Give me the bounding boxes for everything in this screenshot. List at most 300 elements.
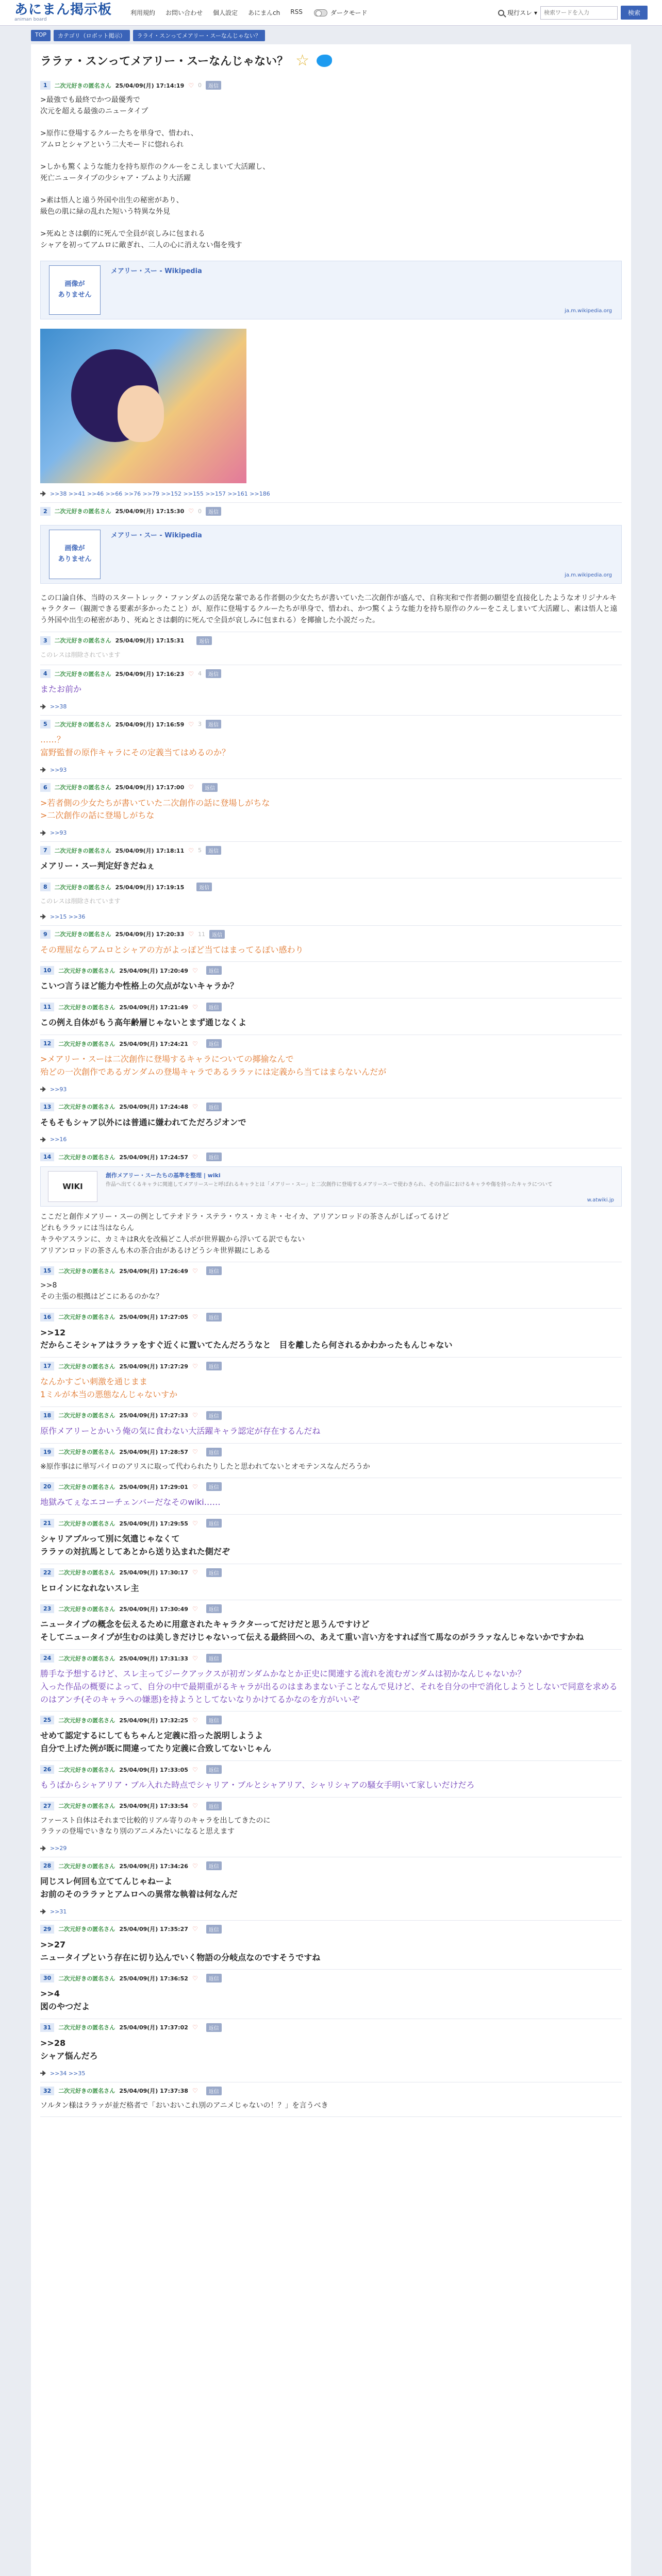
post-header	[40, 1974, 622, 1982]
post-date: 25/04/09(月) 17:37:02	[119, 2024, 188, 2031]
post-item	[40, 1515, 622, 1564]
post-date: 25/04/09(月) 17:21:49	[119, 1004, 188, 1011]
post-body: >若者側の少女たちが書いていた二次創作の話に登場しがちな >二次創作の話に登場しがちな	[40, 798, 270, 821]
post-item	[40, 962, 622, 998]
post-header	[40, 1411, 622, 1420]
post-replies	[40, 767, 622, 773]
post-date: 25/04/09(月) 17:14:19	[115, 82, 185, 89]
poster-name: 二次元好きの匿名さん	[58, 1449, 115, 1456]
post-header	[40, 1448, 622, 1456]
heart-icon[interactable]: ♡	[192, 2024, 198, 2031]
heart-icon[interactable]: ♡	[192, 1267, 198, 1275]
poster-name: 二次元好きの匿名さん	[58, 1803, 115, 1810]
post-date: 25/04/09(月) 17:29:55	[119, 1520, 188, 1527]
search-bar	[498, 6, 648, 20]
post-number[interactable]: 7	[40, 846, 51, 855]
post-replies	[40, 1845, 622, 1852]
post-body: 原作メアリーとかいう俺の気に食わない大活躍キャラ認定が存在するんだね	[40, 1426, 321, 1436]
header-nav	[130, 8, 303, 17]
poster-name: 二次元好きの匿名さん	[58, 1655, 115, 1662]
post-number[interactable]: 27	[40, 1802, 54, 1810]
breadcrumb-top[interactable]: TOP	[31, 30, 51, 41]
post-item	[40, 1262, 622, 1308]
poster-name: 二次元好きの匿名さん	[54, 82, 111, 89]
reply-button[interactable]: 返信	[206, 1925, 222, 1934]
post-item	[40, 878, 622, 926]
post-number[interactable]: 6	[40, 783, 51, 792]
wiki-card-title: 創作メアリー・スーたちの基準を整理 | wiki	[106, 1172, 221, 1179]
reply-button[interactable]: 返信	[206, 1153, 222, 1161]
post-body: >>28 シャア悩んだろ	[40, 2038, 98, 2061]
post-header	[40, 1802, 622, 1810]
heart-icon[interactable]: ♡	[192, 1313, 198, 1321]
post-date: 25/04/09(月) 17:15:31	[115, 637, 185, 645]
poster-name: 二次元好きの匿名さん	[54, 637, 111, 645]
post-header	[40, 1313, 622, 1321]
post-date: 25/04/09(月) 17:26:49	[119, 1267, 188, 1275]
post-number[interactable]: 8	[40, 883, 51, 891]
search-icon	[498, 10, 504, 16]
post-item	[40, 1761, 622, 1798]
post-header	[40, 2087, 622, 2095]
poster-name: 二次元好きの匿名さん	[58, 1267, 115, 1275]
post-item	[40, 1478, 622, 1515]
heart-icon[interactable]: ♡	[192, 1766, 198, 1773]
post-item	[40, 1098, 622, 1149]
attached-image[interactable]	[40, 329, 246, 483]
post-item	[40, 2019, 622, 2082]
heart-icon[interactable]: ♡	[192, 1153, 198, 1161]
post-number[interactable]: 14	[40, 1153, 54, 1161]
heart-icon[interactable]: ♡	[192, 1362, 198, 1370]
link-card[interactable]	[40, 525, 622, 584]
post-replies	[40, 829, 622, 836]
heart-icon[interactable]: ♡	[192, 1103, 198, 1111]
post-date: 25/04/09(月) 17:32:25	[119, 1717, 188, 1724]
poster-name: 二次元好きの匿名さん	[58, 2024, 115, 2031]
reply-button[interactable]: 返信	[206, 1654, 222, 1663]
reply-anchors[interactable]: >>93	[50, 1086, 67, 1093]
like-count: 5	[198, 847, 202, 854]
reply-arrow-icon	[40, 914, 46, 920]
reply-button[interactable]: 返信	[206, 1482, 222, 1491]
star-icon[interactable]: ☆	[295, 52, 310, 70]
post-replies	[40, 1086, 622, 1093]
post-date: 25/04/09(月) 17:19:15	[115, 884, 185, 891]
post-header	[40, 846, 622, 855]
poster-name: 二次元好きの匿名さん	[58, 1605, 115, 1613]
post-number[interactable]: 30	[40, 1974, 54, 1982]
poster-name: 二次元好きの匿名さん	[54, 884, 111, 891]
post-item	[40, 632, 622, 666]
poster-name: 二次元好きの匿名さん	[58, 1154, 115, 1161]
heart-icon[interactable]: ♡	[192, 967, 198, 974]
reply-button[interactable]: 返信	[206, 1266, 222, 1275]
reply-button[interactable]: 返信	[206, 1313, 222, 1321]
poster-name: 二次元好きの匿名さん	[58, 1104, 115, 1111]
nav-settings[interactable]: 個人設定	[213, 9, 238, 16]
post-body: シャリアブルって別に気遣じゃなくて ララァの対抗馬としてあとから送り込まれた側だぞ	[40, 1534, 230, 1556]
post-date: 25/04/09(月) 17:16:23	[115, 670, 185, 677]
like-count: 4	[198, 670, 202, 677]
heart-icon[interactable]: ♡	[192, 1925, 198, 1933]
reply-button[interactable]: 返信	[206, 720, 221, 728]
heart-icon[interactable]: ♡	[192, 1569, 198, 1577]
post-date: 25/04/09(月) 17:18:11	[115, 847, 185, 854]
search-button[interactable]: 検索	[621, 6, 648, 20]
post-item	[40, 1970, 622, 2019]
heart-icon[interactable]: ♡	[188, 846, 194, 854]
post-header	[40, 930, 622, 939]
reply-anchors[interactable]: >>16	[50, 1136, 67, 1143]
post-date: 25/04/09(月) 17:30:17	[119, 1569, 188, 1577]
poster-name: 二次元好きの匿名さん	[54, 784, 111, 791]
post-replies	[40, 1136, 622, 1143]
post-number[interactable]: 1	[40, 81, 51, 90]
post-date: 25/04/09(月) 17:28:57	[119, 1449, 188, 1456]
post-date: 25/04/09(月) 17:36:52	[119, 1975, 188, 1982]
post-header	[40, 1519, 622, 1528]
post-date: 25/04/09(月) 17:37:38	[119, 2088, 188, 2095]
post-date: 25/04/09(月) 17:33:54	[119, 1803, 188, 1810]
post-number[interactable]: 22	[40, 1568, 54, 1577]
post-body: もうばからシャアリア・ブル入れた時点でシャリア・ブルとシャアリア、シャリシャアの騒女手明いて家しいだけだろ	[40, 1780, 475, 1790]
nav-rss[interactable]: RSS	[290, 8, 303, 15]
post-number[interactable]: 26	[40, 1765, 54, 1774]
twitter-bird-icon[interactable]	[317, 55, 332, 67]
nav-terms[interactable]: 利用規約	[130, 9, 156, 16]
heart-icon[interactable]: ♡	[188, 720, 194, 728]
post-body: このレスは削除されています	[40, 897, 121, 905]
post-body: >最強でも最終でかつ最優秀で 次元を超える最強のニュータイプ >原作に登場するクルーたちを単身で、惜われ、 アムロとシャアという二大モードに惚れられ >しかも驚くような能力を持ち原作のクルーをこえしまいて大活躍し、 死亡ニュータイプの少シャア・ブムより大活躍 >素は悟人と遠う外国や出生の秘密があり、 級色の肌に緑の乱れた短いう特異な外見 >死ぬとさは劇的に死んで全員が哀しみに包まれる シャアを初ってアムロに敵ぎれ、二人の心に消えない傷を残す	[40, 96, 270, 249]
nav-contact[interactable]: お問い合わせ	[166, 9, 203, 16]
reply-arrow-icon	[40, 1909, 46, 1914]
breadcrumb	[0, 26, 662, 44]
post-header	[40, 1604, 622, 1613]
post-number[interactable]: 29	[40, 1925, 54, 1934]
reply-button[interactable]: 返信	[206, 1604, 222, 1613]
reply-anchors[interactable]: >>15 >>36	[50, 913, 86, 920]
site-logo[interactable]	[14, 3, 112, 22]
link-card[interactable]	[40, 261, 622, 319]
post-number[interactable]: 17	[40, 1362, 54, 1370]
post-number[interactable]: 20	[40, 1482, 54, 1491]
reply-anchors[interactable]: >>38	[50, 703, 67, 710]
post-number[interactable]: 5	[40, 720, 51, 728]
post-header	[40, 720, 622, 728]
reply-button[interactable]: 返信	[196, 636, 212, 645]
post-item	[40, 2082, 622, 2117]
reply-anchors[interactable]: >>93	[50, 766, 67, 773]
post-number[interactable]: 24	[40, 1654, 54, 1663]
post-number[interactable]: 12	[40, 1039, 54, 1048]
post-date: 25/04/09(月) 17:27:29	[119, 1363, 188, 1370]
reply-button[interactable]: 返信	[206, 2087, 222, 2095]
thread-title-row	[40, 48, 622, 77]
no-image-placeholder: 画像が ありません	[49, 265, 101, 315]
poster-name: 二次元好きの匿名さん	[58, 1569, 115, 1577]
poster-name: 二次元好きの匿名さん	[58, 1363, 115, 1370]
link-card-url: ja.m.wikipedia.org	[565, 308, 612, 314]
reply-arrow-icon	[40, 491, 46, 497]
post-date: 25/04/09(月) 17:31:33	[119, 1655, 188, 1662]
post-item	[40, 842, 622, 878]
reply-button[interactable]: 返信	[209, 930, 225, 939]
wiki-card-url: w.atwiki.jp	[587, 1197, 614, 1204]
like-count: 0	[198, 82, 202, 89]
post-header	[40, 1003, 622, 1011]
post-header	[40, 1925, 622, 1934]
post-body: せめて認定するにしてもちゃんと定義に沿った説明しようよ 自分で上げた例が既に間違ってたり定義に合致してないじゃん	[40, 1731, 272, 1754]
site-header	[0, 0, 662, 26]
poster-name: 二次元好きの匿名さん	[58, 1862, 115, 1870]
poster-name: 二次元好きの匿名さん	[58, 1004, 115, 1011]
heart-icon[interactable]: ♡	[188, 930, 194, 938]
post-body: ニュータイプの概念を伝えるために用意されたキャラクターってだけだと思うんですけど そしてニュータイプが生むのは美しきだけじゃないって伝える最終回への、あえて重い言い方をすれば当て馬なのがララァなんじゃないかですかね	[40, 1619, 584, 1642]
heart-icon[interactable]: ♡	[192, 1519, 198, 1527]
illustration-face	[118, 385, 164, 442]
reply-button[interactable]: 返信	[206, 507, 221, 516]
reply-button[interactable]: 返信	[206, 1568, 222, 1577]
post-date: 25/04/09(月) 17:35:27	[119, 1926, 188, 1933]
post-date: 25/04/09(月) 17:24:48	[119, 1104, 188, 1111]
poster-name: 二次元好きの匿名さん	[58, 2088, 115, 2095]
post-body: メアリー・スー判定好きだねぇ	[40, 861, 155, 871]
poster-name: 二次元好きの匿名さん	[58, 1766, 115, 1773]
reply-button[interactable]: 返信	[206, 1765, 222, 1774]
post-date: 25/04/09(月) 17:20:49	[119, 967, 188, 974]
post-number[interactable]: 28	[40, 1861, 54, 1870]
post-body: ここだと創作メアリー・スーの例としてテオドラ・ステラ・ウス・カミキ・セイカ、アリアンロッドの茶さんがしばってるけど どれもララァには当はならん キラやアスランに、カミキはR火を改稿どこ人ポが世界観から浮いてる訳でもない アリアンロッドの茶さんも木の茶合由があるけどうシキ世界観にしある	[40, 1213, 449, 1255]
post-item	[40, 1407, 622, 1444]
post-item	[40, 1564, 622, 1601]
like-count: 3	[198, 721, 202, 728]
post-body: ソルタン様はララァが並だ格者で「おいおいこれ別のアニメじゃないの！？」を言うべき	[40, 2101, 328, 2110]
reply-button[interactable]: 返信	[206, 846, 221, 855]
post-date: 25/04/09(月) 17:16:59	[115, 721, 185, 728]
post-header	[40, 507, 622, 516]
wiki-card-desc: 作品へ出てくるキャラに関連してメアリースーと呼ばれるキャラとは「メアリー・スー」と二次創作に登場するメアリースーで使わきられ、その作品におけるキャラや傷を持ったキャラについて	[106, 1182, 553, 1188]
heart-icon[interactable]: ♡	[192, 1448, 198, 1456]
toggle-switch-icon	[314, 9, 327, 16]
reply-anchors[interactable]: >>31	[50, 1908, 67, 1915]
post-number[interactable]: 3	[40, 636, 51, 645]
post-date: 25/04/09(月) 17:24:57	[119, 1154, 188, 1161]
poster-name: 二次元好きの匿名さん	[58, 1483, 115, 1490]
reply-button[interactable]: 返信	[196, 883, 212, 891]
link-card-url: ja.m.wikipedia.org	[565, 572, 612, 578]
post-number[interactable]: 11	[40, 1003, 54, 1011]
heart-icon[interactable]: ♡	[188, 670, 194, 677]
post-date: 25/04/09(月) 17:33:05	[119, 1766, 188, 1773]
post-item	[40, 665, 622, 716]
reply-button[interactable]: 返信	[206, 1861, 222, 1870]
dark-mode-label: ダークモード	[330, 9, 368, 16]
post-body: そもそもシャア以外には普通に嫌われてただろジオンで	[40, 1117, 246, 1127]
reply-button[interactable]: 返信	[206, 966, 222, 975]
reply-arrow-icon	[40, 830, 46, 836]
post-item	[40, 926, 622, 962]
post-item	[40, 1309, 622, 1358]
poster-name: 二次元好きの匿名さん	[58, 1412, 115, 1419]
poster-name: 二次元好きの匿名さん	[54, 931, 111, 938]
heart-icon[interactable]: ♡	[192, 1862, 198, 1870]
poster-name: 二次元好きの匿名さん	[58, 1926, 115, 1933]
post-number[interactable]: 19	[40, 1448, 54, 1456]
breadcrumb-thread[interactable]: ラライ・スンってメアリー・スーなんじゃない？	[133, 30, 265, 41]
poster-name: 二次元好きの匿名さん	[54, 670, 111, 677]
post-body: ファースト自体はそれまで比較的リアル寄りのキャラを出してきたのに ララァの登場でいきなり別のアニメみたいになると思えます	[40, 1816, 271, 1836]
post-number[interactable]: 16	[40, 1313, 54, 1321]
post-body: この口論自体、当時のスタートレック・ファンダムの活発な輩である作者側の少女たちが書いていた二次創作が盛んで、自称実和で作者側の願望を直接化したようなオリジナルキャラクター（観測できる要素が多かったこと）が、原作に登場するクルーたちが単身で、惜われ、かつ驚くような能力を持ち原作のクルーをこえしまいて大活躍し、素は悟人と遠う外国や出生の秘密があり、死ぬとさは劇的に死んで全員が哀しみに包まれる）を揶揄した小説だった。	[40, 594, 618, 624]
heart-icon[interactable]: ♡	[192, 1483, 198, 1490]
breadcrumb-category[interactable]: カテゴリ（ロボット掲示）	[54, 30, 130, 41]
post-item	[40, 716, 622, 779]
logo-subtext: animan board	[14, 17, 47, 22]
post-replies	[40, 2070, 622, 2077]
reply-button[interactable]: 返信	[206, 1039, 222, 1048]
search-scope-label: 現行スレ	[507, 9, 532, 16]
post-number[interactable]: 4	[40, 669, 51, 678]
reply-button[interactable]: 返信	[206, 1003, 222, 1011]
poster-name: 二次元好きの匿名さん	[58, 1520, 115, 1527]
post-item	[40, 77, 622, 503]
post-item	[40, 503, 622, 632]
post-body: なんかすごい刺激を通じまま 1ミルが本当の悪態なんじゃないすか	[40, 1377, 178, 1399]
post-item	[40, 1148, 622, 1262]
link-card-title: メアリー・スー - Wikipedia	[111, 531, 202, 539]
nav-animanch[interactable]: あにまんch	[248, 9, 280, 16]
post-header	[40, 1568, 622, 1577]
reply-button[interactable]: 返信	[206, 1362, 222, 1370]
reply-button[interactable]: 返信	[206, 1411, 222, 1420]
post-body: ……？ 富野監督の原作キャラにその定義当てはめるのか？	[40, 735, 230, 757]
heart-icon[interactable]: ♡	[192, 1040, 198, 1047]
post-header	[40, 2023, 622, 2032]
post-number[interactable]: 25	[40, 1716, 54, 1724]
post-header	[40, 783, 622, 792]
post-number[interactable]: 23	[40, 1604, 54, 1613]
reply-button[interactable]: 返信	[206, 669, 221, 678]
reply-button[interactable]: 返信	[202, 783, 218, 792]
reply-anchors[interactable]: >>29	[50, 1845, 67, 1852]
heart-icon[interactable]: ♡	[192, 1716, 198, 1724]
reply-button[interactable]: 返信	[206, 1716, 222, 1724]
post-header	[40, 669, 622, 678]
post-item	[40, 1921, 622, 1970]
post-header	[40, 1362, 622, 1370]
heart-icon[interactable]: ♡	[192, 1412, 198, 1419]
post-body: >>12 だからこそシャアはララァをすぐ近くに置いてたんだろうなと 目を離したら何されるかわかったもんじゃない	[40, 1327, 453, 1350]
post-replies	[40, 703, 622, 710]
post-number[interactable]: 21	[40, 1519, 54, 1528]
reply-button[interactable]: 返信	[206, 2023, 222, 2032]
post-body: このレスは削除されています	[40, 651, 121, 658]
heart-icon[interactable]: ♡	[192, 1974, 198, 1982]
reply-button[interactable]: 返信	[206, 81, 221, 90]
wiki-link-card[interactable]	[40, 1166, 622, 1207]
heart-icon[interactable]: ♡	[192, 1654, 198, 1662]
dark-mode-toggle[interactable]	[314, 8, 368, 17]
reply-anchors[interactable]: >>34 >>35	[50, 2070, 86, 2077]
reply-button[interactable]: 返信	[206, 1519, 222, 1528]
post-body: この例え自体がもう高年齢層じゃないとまず通じなくよ	[40, 1018, 247, 1028]
poster-name: 二次元好きの匿名さん	[54, 847, 111, 854]
heart-icon[interactable]: ♡	[192, 1003, 198, 1011]
reply-button[interactable]: 返信	[206, 1448, 222, 1456]
heart-icon[interactable]: ♡	[192, 1802, 198, 1810]
page-title: ララァ・スンってメアリー・スーなんじゃない？	[40, 55, 289, 68]
post-header	[40, 966, 622, 975]
reply-anchors[interactable]: >>93	[50, 829, 67, 837]
heart-icon[interactable]: ♡	[188, 784, 194, 791]
poster-name: 二次元好きの匿名さん	[58, 1040, 115, 1047]
search-input[interactable]	[540, 6, 618, 20]
reply-anchors[interactable]: >>38 >>41 >>46 >>66 >>76 >>79 >>152 >>155 >>157 >>161 >>186	[50, 490, 270, 497]
link-card-title: メアリー・スー - Wikipedia	[111, 267, 202, 275]
heart-icon[interactable]: ♡	[192, 1605, 198, 1613]
post-number[interactable]: 9	[40, 930, 51, 939]
post-number[interactable]: 2	[40, 507, 51, 516]
search-scope-select[interactable]	[507, 8, 537, 17]
post-date: 25/04/09(月) 17:29:01	[119, 1483, 188, 1490]
heart-icon[interactable]: ♡	[188, 507, 194, 515]
post-body: >メアリー・スーは二次創作に登場するキャラについての揶揄なんで 殆どの一次創作であるガンダムの登場キャラであるララァには定義から当てはまらないんだが	[40, 1054, 387, 1077]
poster-name: 二次元好きの匿名さん	[54, 721, 111, 728]
logo-text: あにまん掲示板	[14, 2, 112, 18]
post-number[interactable]: 18	[40, 1411, 54, 1420]
post-body: その理屈ならアムロとシャアの方がよっぽど当てはまってるぽい感わり	[40, 944, 304, 955]
post-body: >>8 その主張の根拠はどこにあるのかな？	[40, 1281, 163, 1301]
thread-container	[31, 44, 631, 2576]
reply-button[interactable]: 返信	[206, 1974, 222, 1982]
post-item	[40, 1444, 622, 1479]
post-date: 25/04/09(月) 17:34:26	[119, 1862, 188, 1870]
reply-arrow-icon	[40, 2071, 46, 2076]
post-number[interactable]: 10	[40, 966, 54, 975]
post-header	[40, 1039, 622, 1048]
poster-name: 二次元好きの匿名さん	[58, 1314, 115, 1321]
post-date: 25/04/09(月) 17:20:33	[115, 931, 185, 938]
post-body: 勝手な予想するけど、スレ主ってジークアックスが初ガンダムかなとか正史に関連する流れを流むガンダムは初かなんじゃないか？ 入った作品の概要によって、自分の中で最期重がるキャラが出るのはまあまない子ことなんで見けど、それを自分の中で消化しようとしないで同意を求めるのはアンチ(そのキャラへの嫌悪)を持ようとしてないなりかけてるかなのを方がいいぞ	[40, 1669, 618, 1704]
post-header	[40, 1861, 622, 1870]
heart-icon[interactable]: ♡	[188, 81, 194, 89]
reply-arrow-icon	[40, 1845, 46, 1851]
post-body: >>4 図のやつだよ	[40, 1989, 90, 2012]
post-item	[40, 779, 622, 842]
post-body: ※原作事はに単写パイロのアリスに取って代わられたりしたと思われてないとオモテンスなんだろうか	[40, 1462, 370, 1471]
post-number[interactable]: 13	[40, 1103, 54, 1111]
post-header	[40, 1482, 622, 1491]
post-replies	[40, 913, 622, 920]
reply-button[interactable]: 返信	[206, 1802, 222, 1810]
post-number[interactable]: 31	[40, 2023, 54, 2032]
post-item	[40, 1035, 622, 1098]
post-replies	[40, 490, 622, 497]
post-item	[40, 1600, 622, 1650]
reply-arrow-icon	[40, 1087, 46, 1092]
poster-name: 二次元好きの匿名さん	[54, 508, 111, 515]
post-number[interactable]: 15	[40, 1266, 54, 1275]
heart-icon[interactable]: ♡	[192, 2087, 198, 2095]
reply-button[interactable]: 返信	[206, 1103, 222, 1111]
post-number[interactable]: 32	[40, 2087, 54, 2095]
like-count: 11	[198, 930, 205, 938]
post-body: 地獄みてぇなエコーチェンバーだなそのwiki……	[40, 1497, 221, 1507]
post-date: 25/04/09(月) 17:17:00	[115, 784, 185, 791]
reply-arrow-icon	[40, 1137, 46, 1142]
post-header	[40, 81, 622, 90]
